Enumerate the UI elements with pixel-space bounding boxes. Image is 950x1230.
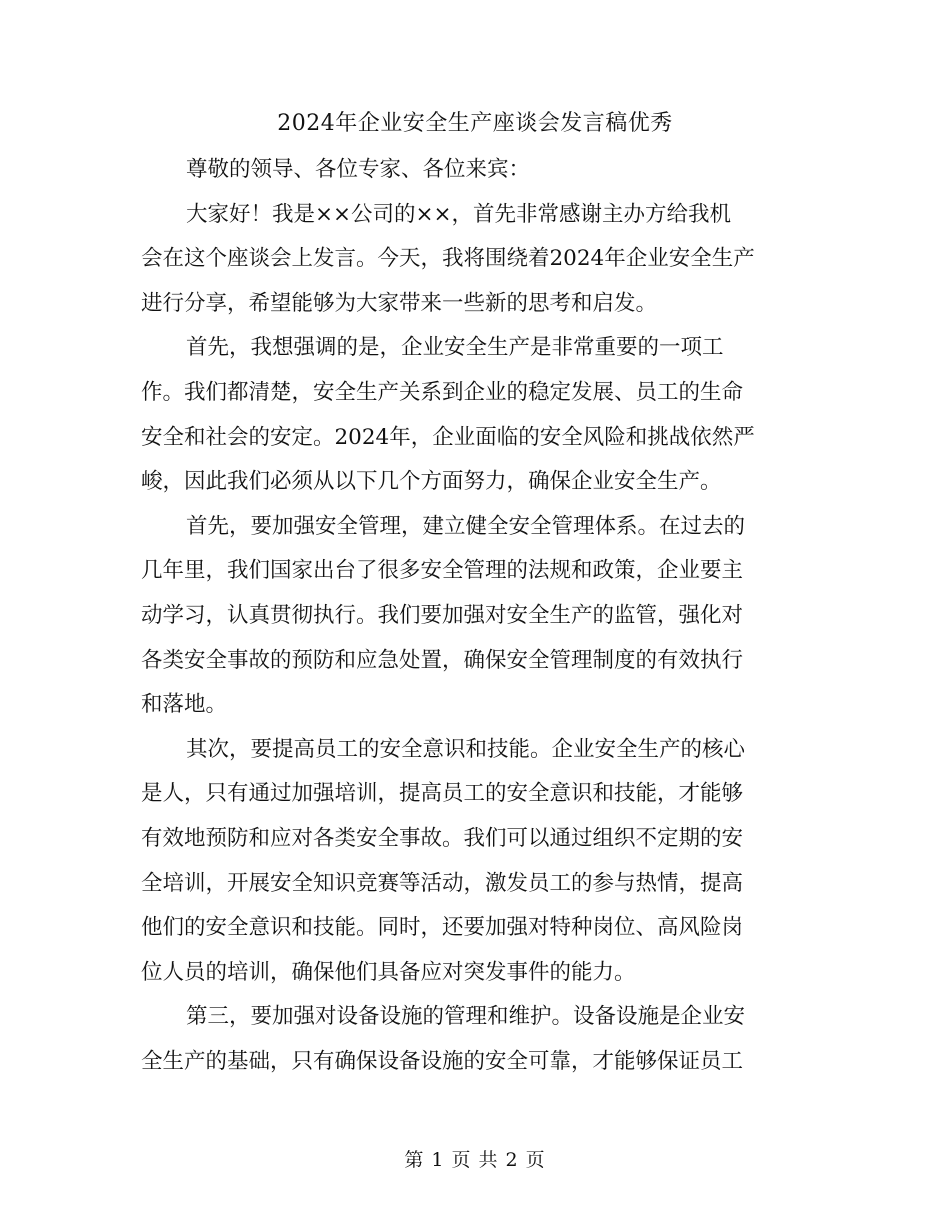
paragraph-importance	[141, 326, 809, 504]
text-line: 首先，要加强安全管理，建立健全安全管理体系。在过去的	[186, 513, 746, 539]
text-line: 全培训，开展安全知识竞赛等活动，激发员工的参与热情，提高	[141, 870, 744, 896]
document-body	[141, 148, 809, 1084]
text-line: 动学习，认真贯彻执行。我们要加强对安全生产的监管，强化对	[141, 602, 744, 628]
paragraph-equipment	[141, 995, 809, 1084]
page-number-footer: 第 1 页 共 2 页	[404, 1149, 546, 1171]
text-line: 其次，要提高员工的安全意识和技能。企业安全生产的核心	[186, 736, 746, 762]
paragraph-salutation	[141, 148, 809, 193]
text-line: 安全和社会的安定。2024年，企业面临的安全风险和挑战依然严	[141, 424, 755, 450]
text-line: 作。我们都清楚，安全生产关系到企业的稳定发展、员工的生命	[141, 379, 744, 405]
paragraph-greeting	[141, 193, 809, 327]
paragraph-training	[141, 728, 809, 996]
text-line: 各类安全事故的预防和应急处置，确保安全管理制度的有效执行	[141, 647, 744, 673]
text-line: 会在这个座谈会上发言。今天，我将围绕着2024年企业安全生产	[141, 246, 755, 272]
text-line: 全生产的基础，只有确保设备设施的安全可靠，才能够保证员工	[141, 1048, 744, 1074]
text-line: 首先，我想强调的是，企业安全生产是非常重要的一项工	[186, 335, 724, 361]
text-line: 他们的安全意识和技能。同时，还要加强对特种岗位、高风险岗	[141, 915, 744, 941]
text-line: 几年里，我们国家出台了很多安全管理的法规和政策，企业要主	[141, 558, 744, 584]
text-line: 是人，只有通过加强培训，提高员工的安全意识和技能，才能够	[141, 781, 744, 807]
text-line: 尊敬的领导、各位专家、各位来宾：	[186, 157, 531, 182]
text-line: 峻，因此我们必须从以下几个方面努力，确保企业安全生产。	[141, 469, 722, 495]
paragraph-management	[141, 505, 809, 728]
text-line: 大家好！我是××公司的××，首先非常感谢主办方给我机	[186, 201, 732, 227]
text-line: 进行分享，希望能够为大家带来一些新的思考和启发。	[141, 290, 658, 316]
document-title: 2024年企业安全生产座谈会发言稿优秀	[277, 111, 673, 136]
text-line: 第三，要加强对设备设施的管理和维护。设备设施是企业安	[186, 1004, 746, 1030]
text-line: 和落地。	[141, 692, 228, 718]
text-line: 位人员的培训，确保他们具备应对突发事件的能力。	[141, 959, 636, 985]
text-line: 有效地预防和应对各类安全事故。我们可以通过组织不定期的安	[141, 825, 744, 851]
